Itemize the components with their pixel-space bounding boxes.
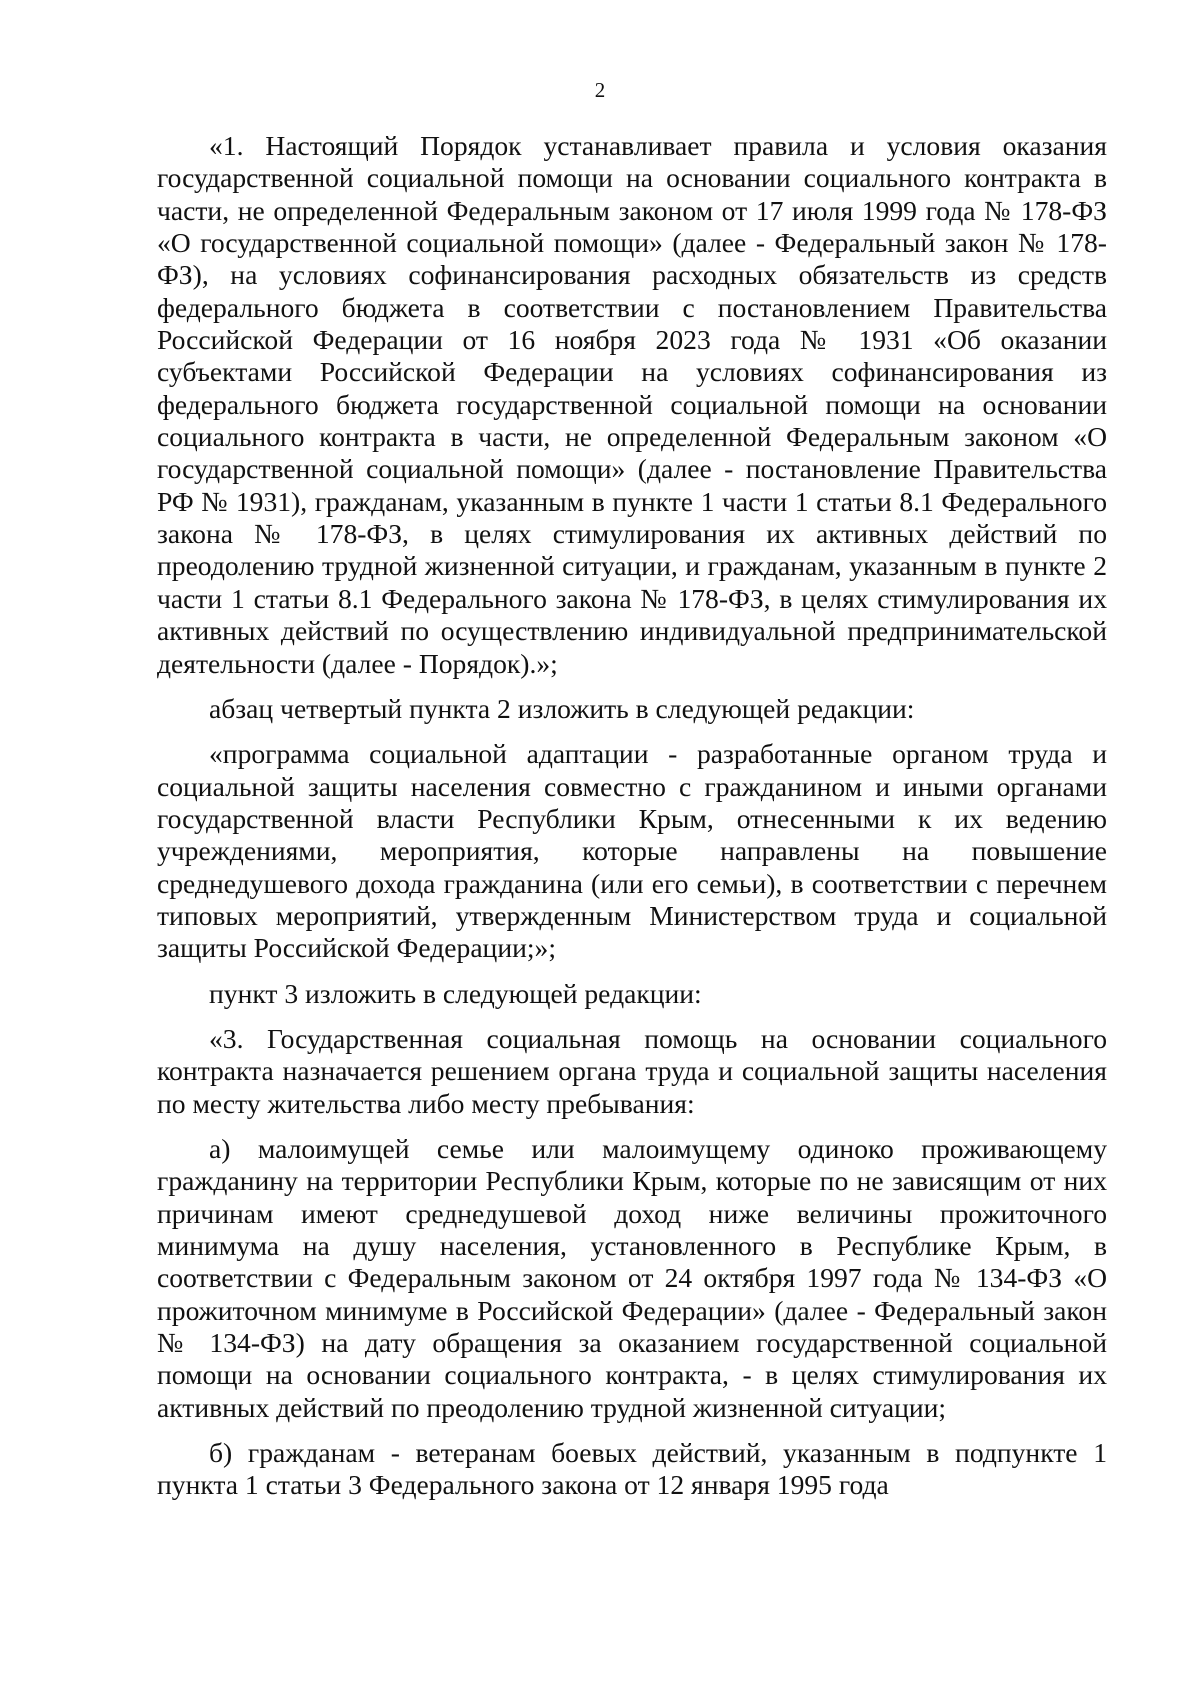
paragraph-subitem-a: а) малоимущей семье или малоимущему одиноко проживающему гражданину на территории Республики Крым, которые по не зависящим от них причинам имеют среднедушевой доход ниже величины прожиточного минимума на душу населения, установленного в Республике Крым, в соответствии с Федеральным законом от 24 октября 1997 года № 134-ФЗ «О прожиточном минимуме в Российской Федерации» (далее - Федеральный закон № 134-ФЗ) на дату обращения за оказанием государственной социальной помощи на основании социального контракта, - в целях стимулирования их активных действий по преодолению трудной жизненной ситуации; (157, 1132, 1107, 1423)
paragraph-amendment-clause-3: пункт 3 изложить в следующей редакции: (209, 977, 702, 1009)
document-body (157, 130, 1107, 1515)
paragraph-item-3: «3. Государственная социальная помощь на основании социального контракта назначается решением органа труда и социальной защиты населения по месту жительства либо месту пребывания: (157, 1022, 1107, 1119)
paragraph-item-1: «1. Настоящий Порядок устанавливает правила и условия оказания государственной социальной помощи на основании социального контракта в части, не определенной Федеральным законом от 17 июля 1999 года № 178-ФЗ «О государственной социальной помощи» (далее - Федеральный закон № 178-ФЗ), на условиях софинансирования расходных обязательств из средств федерального бюджета в соответствии с постановлением Правительства Российской Федерации от 16 ноября 2023 года № 1931 «Об оказании субъектами Российской Федерации на условиях софинансирования из федерального бюджета государственной социальной помощи на основании социального контракта в части, не определенной Федеральным законом «О государственной социальной помощи» (далее - постановление Правительства РФ № 1931), гражданам, указанным в пункте 1 части 1 статьи 8.1 Федерального закона № 178-ФЗ, в целях стимулирования их активных действий по преодолению трудной жизненной ситуации, и гражданам, указанным в пункте 2 части 1 статьи 8.1 Федерального закона № 178-ФЗ, в целях стимулирования их активных действий по осуществлению индивидуальной предпринимательской деятельности (далее - Порядок).»; (157, 130, 1107, 679)
paragraph-social-adaptation-program: «программа социальной адаптации - разработанные органом труда и социальной защиты населения совместно с гражданином и иными органами государственной власти Республики Крым, отнесенными к их ведению учреждениями, мероприятия, которые направлены на повышение среднедушевого дохода гражданина (или его семьи), в соответствии с перечнем типовых мероприятий, утвержденным Министерством труда и социальной защиты Российской Федерации;»; (157, 738, 1107, 964)
page-number: 2 (594, 78, 606, 102)
paragraph-amendment-clause-2: абзац четвертый пункта 2 изложить в следующей редакции: (209, 692, 915, 724)
paragraph-subitem-b: б) гражданам - ветеранам боевых действий, указанным в подпункте 1 пункта 1 статьи 3 Федерального закона от 12 января 1995 года (157, 1437, 1107, 1501)
